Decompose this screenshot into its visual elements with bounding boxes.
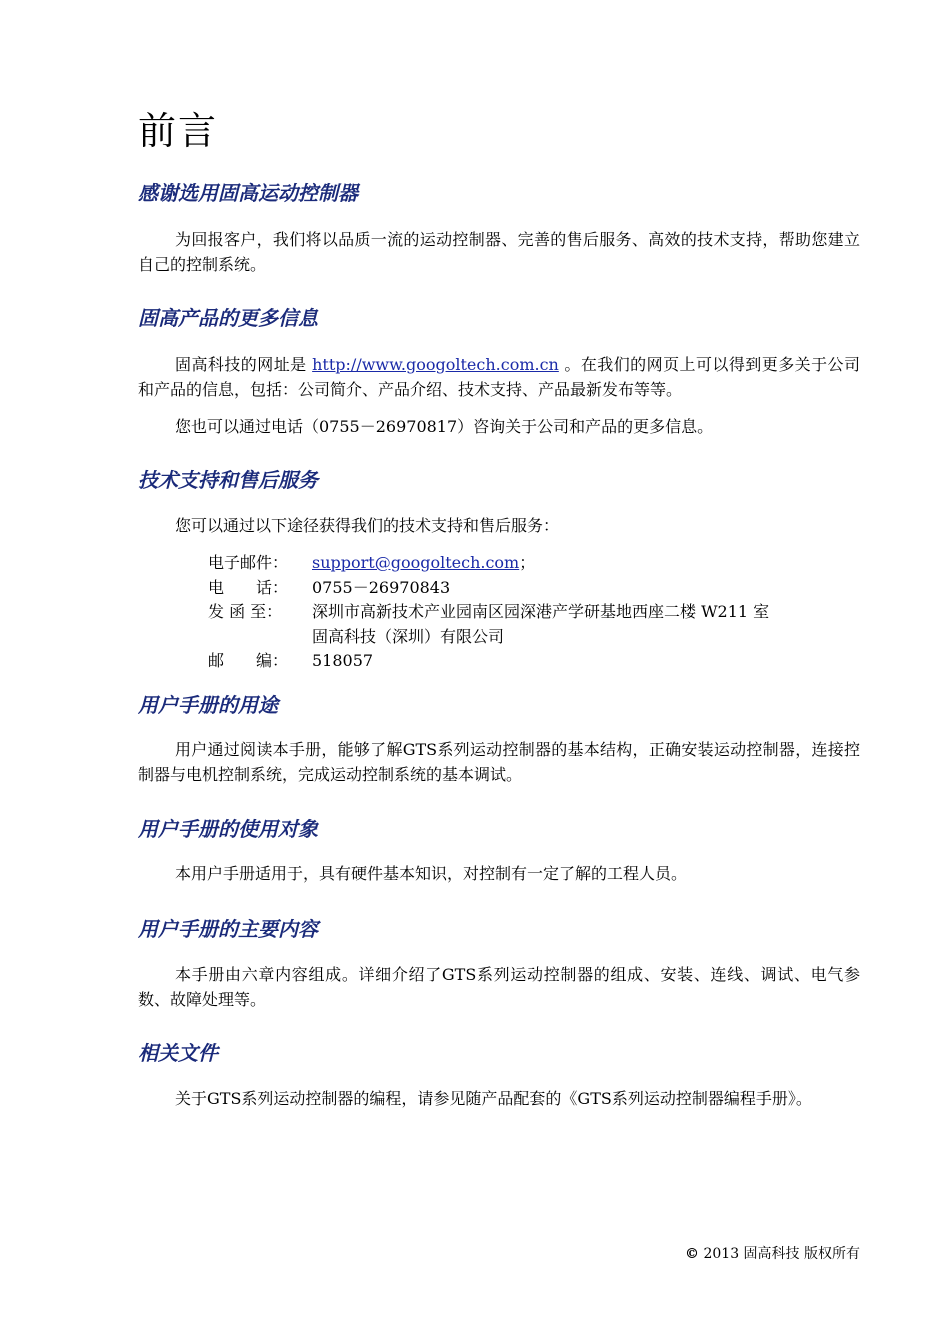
section-heading-related: 相关文件	[138, 1041, 218, 1065]
section-heading-audience: 用户手册的使用对象	[138, 817, 318, 841]
email-link[interactable]: support@googoltech.com	[312, 553, 520, 572]
paragraph-support-intro: 您可以通过以下途径获得我们的技术支持和售后服务：	[175, 516, 560, 535]
paragraph-audience: 本用户手册适用于，具有硬件基本知识，对控制有一定了解的工程人员。	[175, 864, 688, 883]
email-label: 电子邮件：	[208, 553, 289, 572]
section-heading-more-info: 固高产品的更多信息	[138, 306, 318, 330]
contact-zip-row	[208, 649, 868, 674]
contact-phone-row	[208, 576, 868, 601]
footer-text: 2013 固高科技 版权所有	[703, 1246, 860, 1262]
address-line-2: 固高科技（深圳）有限公司	[312, 626, 505, 646]
website-text-after: 。在我们的网页上可以得到更多关于公司和产品的信息，包括：公司简介、产品介绍、技术支持、产品最新发布等等。	[138, 355, 860, 399]
paragraph-purpose: 用户通过阅读本手册，能够了解GTS系列运动控制器的基本结构，正确安装运动控制器，连接控制器与电机控制系统，完成运动控制系统的基本调试。	[138, 740, 860, 784]
address-label: 发 函 至：	[208, 602, 283, 621]
email-suffix: ；	[519, 553, 536, 572]
address-line-1: 深圳市高新技术产业园南区园深港产学研基地西座二楼 W211 室	[312, 602, 770, 621]
paragraph-related: 关于GTS系列运动控制器的编程，请参见随产品配套的《GTS系列运动控制器编程手册》。	[175, 1089, 812, 1108]
paragraph-thanks: 为回报客户，我们将以品质一流的运动控制器、完善的售后服务、高效的技术支持，帮助您建立自己的控制系统。	[138, 230, 860, 274]
phone-value: 0755－26970843	[312, 577, 451, 597]
zip-value: 518057	[312, 651, 374, 670]
page-title: 前言	[138, 109, 219, 153]
paragraph-website	[138, 352, 860, 402]
contact-address-row	[208, 600, 868, 649]
section-heading-support: 技术支持和售后服务	[138, 468, 318, 492]
copyright-icon: ©	[685, 1246, 700, 1262]
website-link[interactable]: http://www.googoltech.com.cn	[312, 355, 559, 374]
section-heading-purpose: 用户手册的用途	[138, 693, 278, 717]
phone-label: 电 话：	[208, 577, 289, 597]
contact-email-row	[208, 551, 868, 576]
section-heading-contents: 用户手册的主要内容	[138, 917, 318, 941]
website-text-before: 固高科技的网址是	[175, 355, 313, 374]
paragraph-phone-inquiry: 您也可以通过电话（0755－26970817）咨询关于公司和产品的更多信息。	[175, 417, 714, 436]
section-heading-thanks: 感谢选用固高运动控制器	[138, 181, 358, 205]
zip-label: 邮 编：	[208, 651, 289, 670]
contact-list	[208, 551, 868, 674]
footer-copyright	[685, 1243, 860, 1263]
paragraph-contents: 本手册由六章内容组成。详细介绍了GTS系列运动控制器的组成、安装、连线、调试、电气参数、故障处理等。	[138, 965, 860, 1009]
